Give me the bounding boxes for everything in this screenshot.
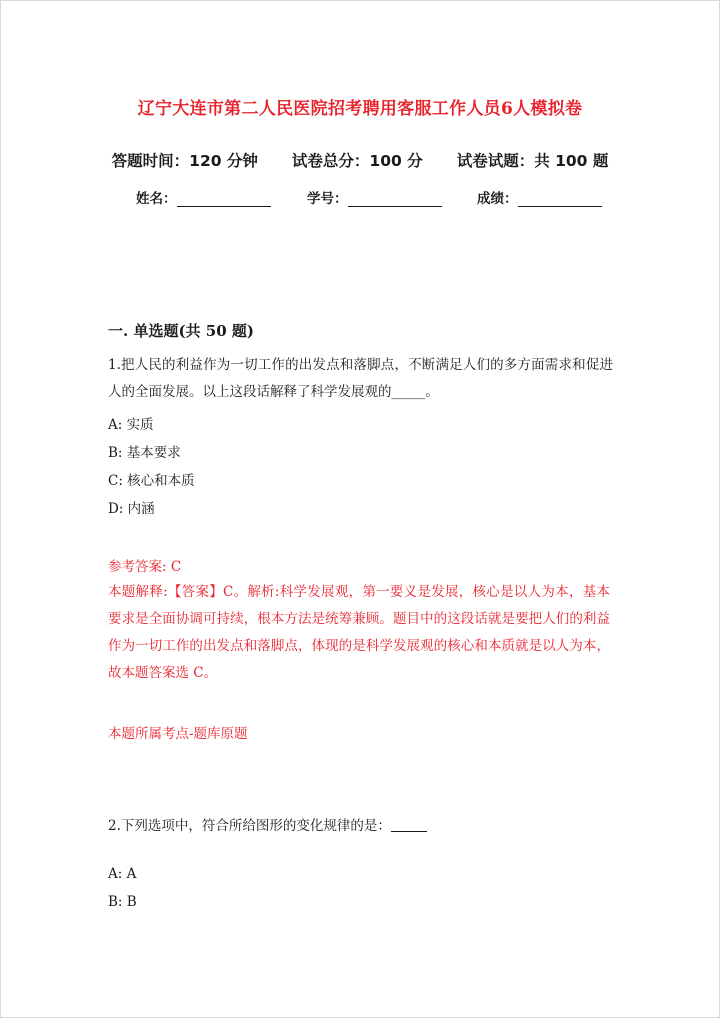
question-1-option-b[interactable]: B: 基本要求 [108,445,181,461]
name-label: 姓名： [136,191,177,207]
question-1-option-d[interactable]: D: 内涵 [108,501,155,517]
question-1-answer: 参考答案: C [108,559,182,575]
question-2-option-b[interactable]: B: B [108,894,137,910]
question-1-text: 1.把人民的利益作为一切工作的出发点和落脚点，不断满足人们的多方面需求和促进人的全面发展。以上这段话解释了科学发展观的_____。 [108,357,613,400]
question-1-option-c[interactable]: C: 核心和本质 [108,473,195,489]
exam-time: 答题时间：120 分钟 [111,152,258,170]
question-2-text: 2.下列选项中，符合所给图形的变化规律的是： [108,818,391,834]
question-2-blank [391,818,427,832]
name-field[interactable] [136,187,271,207]
section-title: 一. 单选题(共 50 题) [108,322,254,340]
question-1-option-a[interactable]: A: 实质 [108,417,154,433]
student-id-label: 学号： [307,191,348,207]
score-label: 成绩： [477,191,518,207]
exam-total-score: 试卷总分：100 分 [291,152,423,170]
question-2 [108,814,427,834]
question-1-explanation: 本题解释:【答案】C。解析:科学发展观，第一要义是发展，核心是以人为本，基本要求是全面协调可持续，根本方法是统筹兼顾。题目中的这段话就是要把人们的利益作为一切工作的出发点和落脚点，体现的是科学发展观的核心和本质就是以人为本，故本题答案选 C。 [108,584,610,681]
exam-title: 辽宁大连市第二人民医院招考聘用客服工作人员6人模拟卷 [137,99,583,119]
exam-info [0,149,720,171]
exam-question-count: 试卷试题：共 100 题 [456,152,609,170]
name-blank[interactable] [177,192,271,207]
question-1-topic: 本题所属考点-题库原题 [108,726,248,742]
student-id-field[interactable] [307,187,442,207]
student-id-blank[interactable] [348,192,442,207]
question-2-option-a[interactable]: A: A [108,866,137,882]
score-field[interactable] [477,187,602,207]
score-blank[interactable] [518,192,602,207]
